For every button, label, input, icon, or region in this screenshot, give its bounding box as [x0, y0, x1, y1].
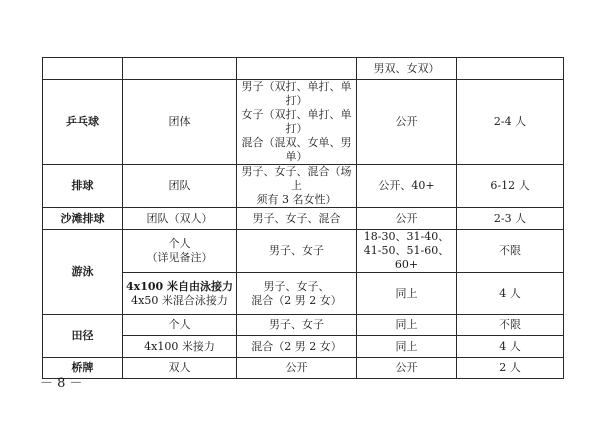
format-cell: 团体 — [123, 80, 237, 165]
sport-name: 沙滩排球 — [43, 208, 123, 230]
count-cell: 2 人 — [457, 358, 564, 379]
table-row — [43, 80, 564, 165]
events-cell — [237, 165, 357, 208]
format-cell: 团队 — [123, 165, 237, 208]
sport-name: 桥牌 — [43, 358, 123, 379]
table-cell — [237, 58, 357, 80]
format-line: 4x100 米自由泳接力 — [125, 279, 233, 293]
age-line: 41-50、51-60、60+ — [363, 244, 450, 271]
format-cell: 团队（双人） — [123, 208, 237, 230]
event-line: 男子、女子、混合（场上 — [241, 165, 352, 192]
count-cell: 不限 — [457, 315, 564, 336]
age-group-cell: 公开 — [357, 80, 457, 165]
format-line: 4x50 米混合泳接力 — [131, 293, 228, 307]
table-row — [43, 358, 564, 379]
event-line: 男子、女子、 — [263, 279, 330, 293]
sport-name: 乒乓球 — [43, 80, 123, 165]
sport-name: 游泳 — [43, 230, 123, 315]
count-cell: 6-12 人 — [457, 165, 564, 208]
table-cell — [123, 58, 237, 80]
format-cell — [123, 273, 237, 315]
format-cell — [123, 230, 237, 273]
age-line: 18-30、31-40、 — [363, 230, 450, 243]
event-line: 须有 3 名女性） — [256, 193, 337, 206]
age-group-cell: 公开 — [357, 208, 457, 230]
age-group-cell: 同上 — [357, 273, 457, 315]
table-cell — [43, 58, 123, 80]
table-row — [43, 230, 564, 273]
events-cell: 男子、女子 — [237, 230, 357, 273]
events-lines — [239, 165, 354, 207]
format-cell: 双人 — [123, 358, 237, 379]
table-row — [43, 165, 564, 208]
format-cell: 个人 — [123, 315, 237, 336]
table-cell — [457, 58, 564, 80]
format-lines — [125, 280, 234, 308]
count-cell: 2-3 人 — [457, 208, 564, 230]
page-number: － 8 － — [40, 376, 83, 391]
events-cell — [237, 80, 357, 165]
age-group-cell: 公开、40+ — [357, 165, 457, 208]
format-cell: 4x100 米接力 — [123, 336, 237, 358]
event-line: 混合（混双、女单、男单） — [241, 136, 352, 163]
events-cell — [237, 273, 357, 315]
count-cell: 4 人 — [457, 336, 564, 358]
events-table — [42, 57, 564, 379]
events-cell: 男子、女子 — [237, 315, 357, 336]
events-cell: 男子、女子、混合 — [237, 208, 357, 230]
events-cell: 混合（2 男 2 女） — [237, 336, 357, 358]
format-line: 个人 — [168, 237, 191, 250]
count-cell: 4 人 — [457, 273, 564, 315]
age-group-cell — [357, 230, 457, 273]
age-group-cell: 同上 — [357, 315, 457, 336]
table-row — [43, 315, 564, 336]
table-row — [43, 208, 564, 230]
format-line: （详见备注） — [146, 251, 213, 264]
age-group-cell: 公开 — [357, 358, 457, 379]
sport-name: 排球 — [43, 165, 123, 208]
events-lines — [239, 280, 354, 308]
age-group-cell: 男双、女双） — [357, 58, 457, 80]
count-cell: 2-4 人 — [457, 80, 564, 165]
event-line: 女子（双打、单打、单打） — [241, 108, 352, 135]
age-group-cell: 同上 — [357, 336, 457, 358]
events-lines — [239, 80, 354, 164]
events-cell: 公开 — [237, 358, 357, 379]
sport-name: 田径 — [43, 315, 123, 358]
event-line: 男子（双打、单打、单打） — [241, 80, 352, 107]
event-line: 混合（2 男 2 女） — [251, 293, 342, 307]
count-cell: 不限 — [457, 230, 564, 273]
format-lines — [125, 237, 234, 265]
age-lines — [359, 230, 454, 272]
table-row — [43, 58, 564, 80]
